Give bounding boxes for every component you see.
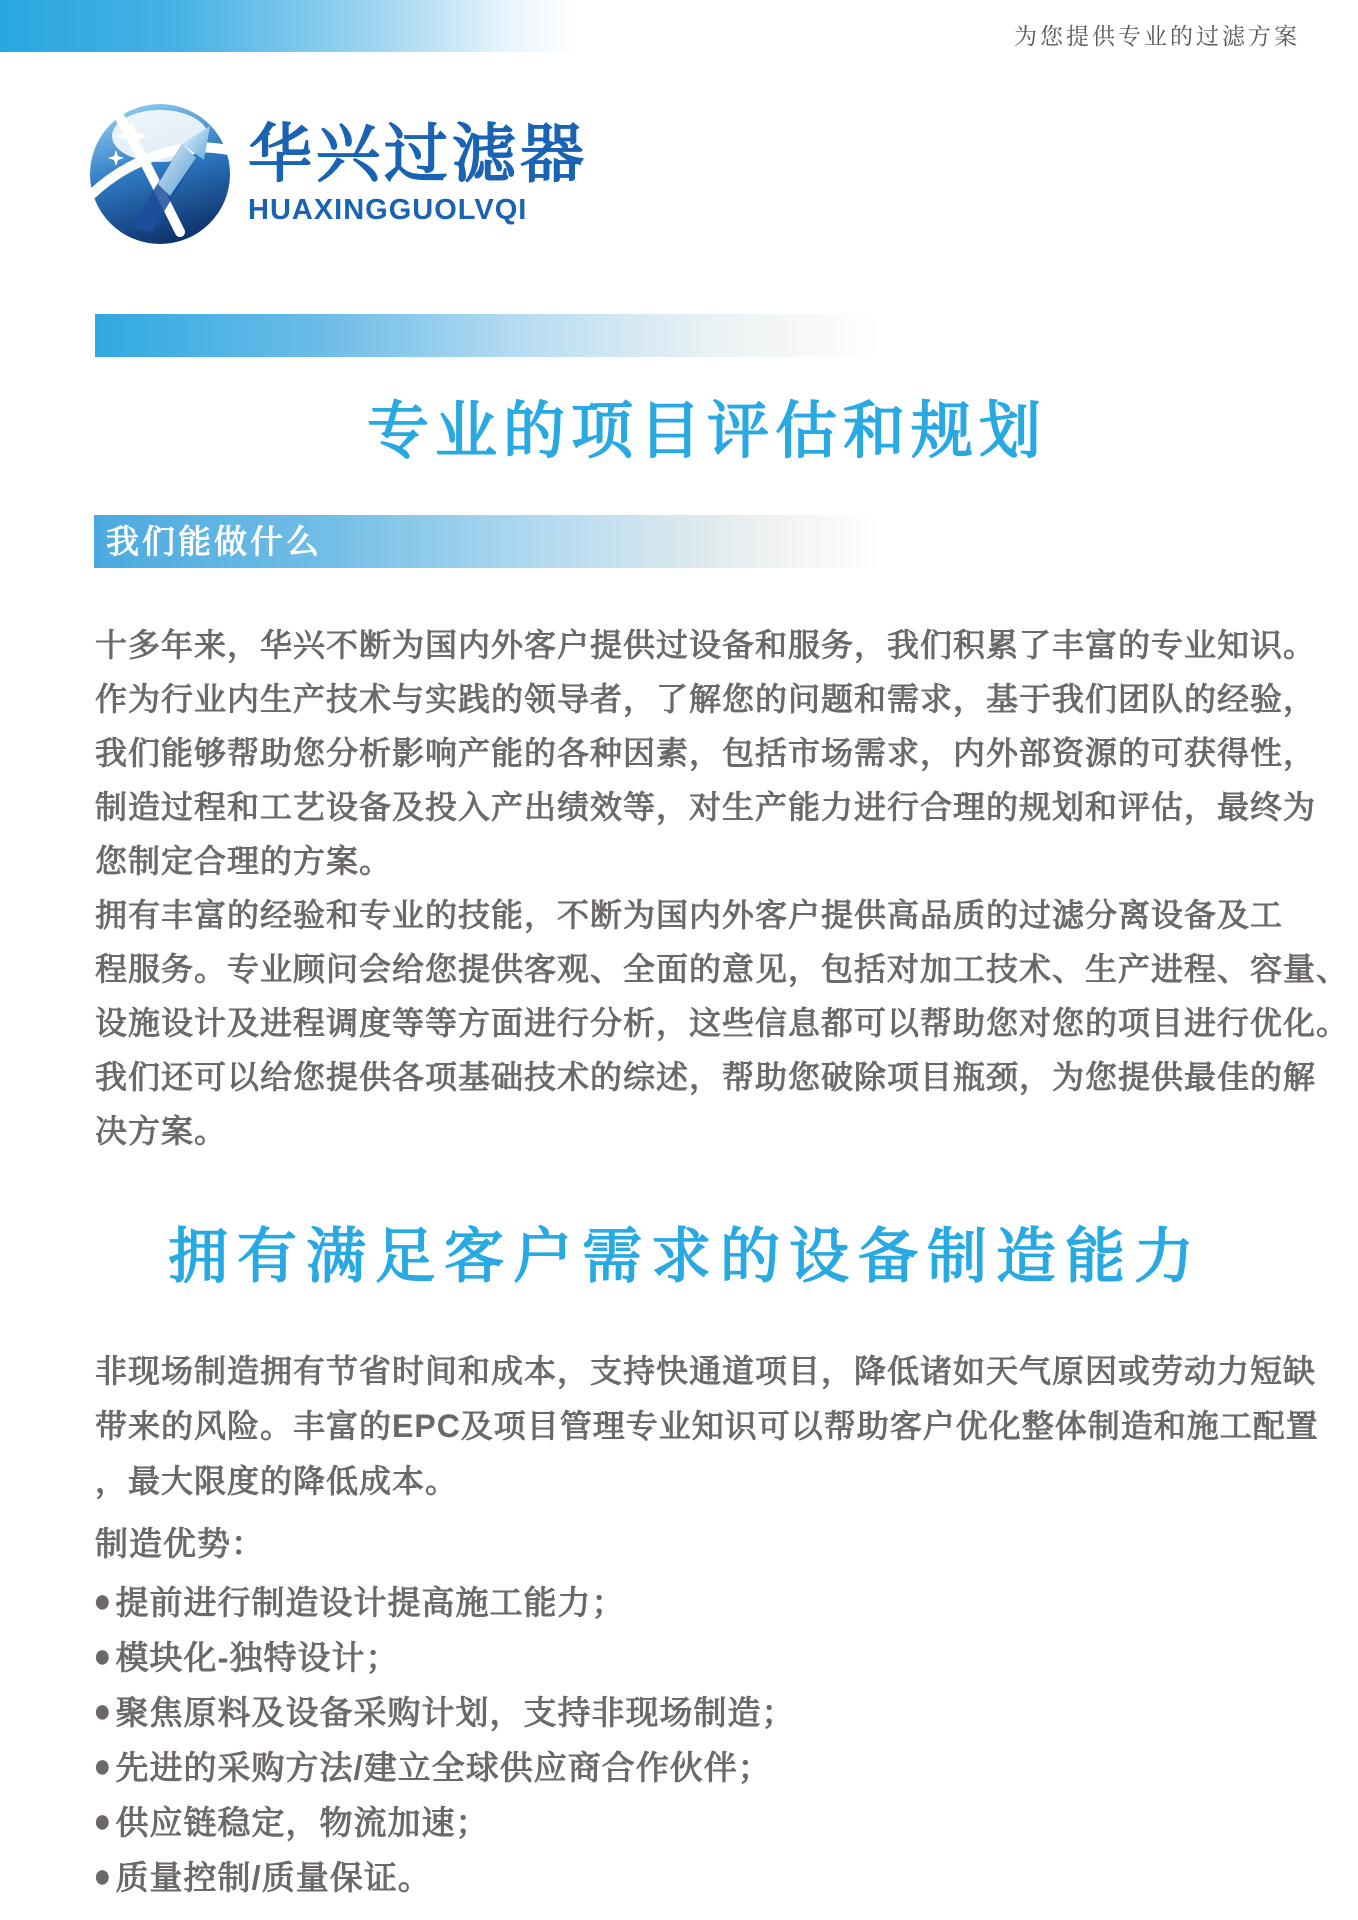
body-text-line: 决方案。 xyxy=(95,1113,228,1149)
logo-name-cn: 华兴过滤器 xyxy=(248,118,588,190)
list-item-text: 供应链稳定，物流加速； xyxy=(115,1804,490,1841)
tagline: 为您提供专业的过滤方案 xyxy=(1014,23,1300,49)
manufacturing-paragraph xyxy=(95,1344,1325,1509)
body-text-line: ，最大限度的降低成本。 xyxy=(95,1463,459,1499)
body-text-line: 拥有丰富的经验和专业的技能，不断为国内外客户提供高品质的过滤分离设备及工 xyxy=(95,897,1284,933)
bullet-icon: ● xyxy=(93,1856,113,1895)
what-we-do-paragraphs xyxy=(95,618,1350,1158)
manufacturing-title: 拥有满足客户需求的设备制造能力 xyxy=(168,1223,1203,1290)
body-text-line: 带来的风险。丰富的EPC及项目管理专业知识可以帮助客户优化整体制造和施工配置 xyxy=(95,1408,1319,1444)
gradient-divider-bar xyxy=(95,314,881,357)
hero-title: 专业的项目评估和规划 xyxy=(367,397,1048,466)
bullet-icon: ● xyxy=(93,1746,113,1785)
body-text-line: 我们能够帮助您分析影响产能的各种因素，包括市场需求，内外部资源的可获得性， xyxy=(95,735,1317,771)
body-text-line: 制造过程和工艺设备及投入产出绩效等，对生产能力进行合理的规划和评估，最终为 xyxy=(95,789,1317,825)
body-text-line: 我们还可以给您提供各项基础技术的综述，帮助您破除项目瓶颈，为您提供最佳的解 xyxy=(95,1059,1317,1095)
list-item xyxy=(92,1573,1332,1628)
top-gradient-bar xyxy=(0,0,580,52)
body-text-line: 程服务。专业顾问会给您提供客观、全面的意见，包括对加工技术、生产进程、容量、 xyxy=(95,951,1350,987)
section-header-what-we-do: 我们能做什么 xyxy=(94,515,880,568)
list-item-text: 质量控制/质量保证。 xyxy=(115,1859,432,1896)
list-item xyxy=(92,1628,1332,1683)
company-logo xyxy=(86,100,588,248)
body-text-line: 十多年来，华兴不断为国内外客户提供过设备和服务，我们积累了丰富的专业知识。 xyxy=(95,627,1317,663)
body-text-line: 您制定合理的方案。 xyxy=(95,843,393,879)
body-text-line: 设施设计及进程调度等等方面进行分析，这些信息都可以帮助您对您的项目进行优化。 xyxy=(95,1005,1350,1041)
logo-globe-icon xyxy=(86,100,234,248)
list-item xyxy=(92,1793,1332,1848)
logo-name-en: HUAXINGGUOLVQI xyxy=(248,194,528,226)
bullet-icon: ● xyxy=(93,1636,113,1675)
logo-text xyxy=(248,100,588,227)
list-item xyxy=(92,1683,1332,1738)
bullet-icon: ● xyxy=(93,1581,113,1620)
body-text-line: 非现场制造拥有节省时间和成本，支持快通道项目，降低诸如天气原因或劳动力短缺 xyxy=(95,1353,1317,1389)
list-item-text: 模块化-独特设计； xyxy=(115,1639,400,1676)
advantages-list xyxy=(92,1573,1332,1903)
advantages-label: 制造优势： xyxy=(95,1525,265,1562)
body-text-line: 作为行业内生产技术与实践的领导者，了解您的问题和需求，基于我们团队的经验， xyxy=(95,681,1317,717)
bullet-icon: ● xyxy=(93,1801,113,1840)
list-item-text: 提前进行制造设计提高施工能力； xyxy=(115,1584,626,1621)
list-item-text: 先进的采购方法/建立全球供应商合作伙伴； xyxy=(115,1749,772,1786)
bullet-icon: ● xyxy=(93,1691,113,1730)
list-item xyxy=(92,1738,1332,1793)
list-item-text: 聚焦原料及设备采购计划，支持非现场制造； xyxy=(115,1694,796,1731)
list-item xyxy=(92,1848,1332,1903)
